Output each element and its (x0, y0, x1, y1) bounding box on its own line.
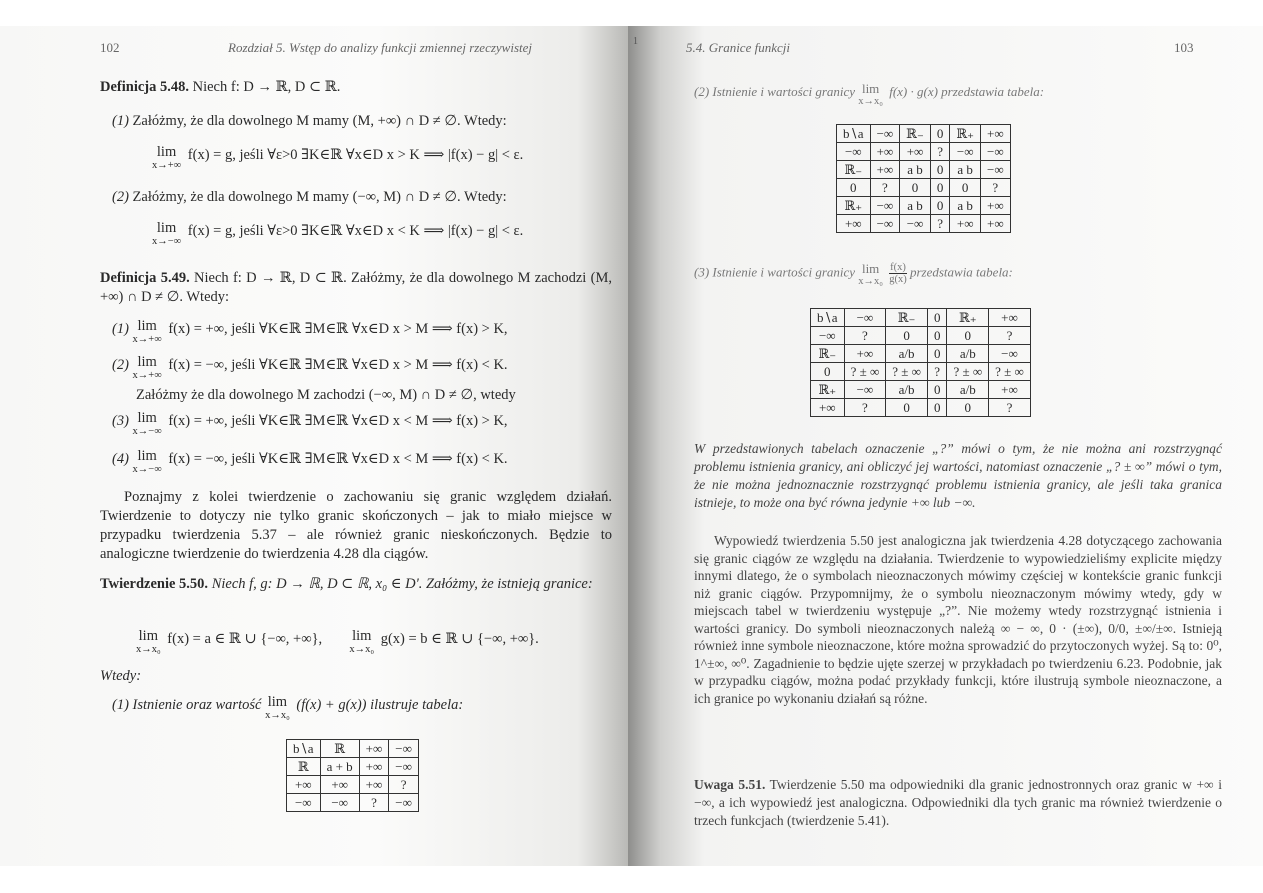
table-cell: ? ± ∞ (947, 363, 989, 381)
definition-5-49 (100, 269, 612, 307)
item-number: (4) (112, 451, 129, 467)
table-cell: a b (950, 197, 981, 215)
formula-body: g(x) = b ∈ ℝ ∪ {−∞, +∞}. (380, 631, 539, 647)
formula-body: f(x) = g, jeśli ∀ε>0 ∃K∈ℝ ∀x∈D x > K ⟹ |f(x) − g| < ε. (187, 147, 524, 163)
theorem-item-1 (112, 696, 463, 722)
table-cell: ? (989, 399, 1031, 417)
lim-subscript: x→x₀ (858, 96, 883, 107)
table-cell: +∞ (359, 758, 389, 776)
item-text: Załóżmy, że dla dowolnego M mamy (−∞, M) ∩ D ≠ ∅. Wtedy: (132, 189, 507, 205)
table-cell: a/b (947, 345, 989, 363)
item-number: (2) (112, 357, 129, 373)
table-cell: 0 (947, 399, 989, 417)
item-text: przedstawia tabela: (909, 264, 1013, 280)
lim-symbol: lim (267, 694, 288, 710)
table-row (811, 363, 1031, 381)
table-cell: −∞ (844, 381, 886, 399)
table-cell: a/b (886, 345, 928, 363)
table-header-cell: −∞ (389, 740, 419, 758)
table-row (837, 215, 1011, 233)
right-page (628, 26, 1263, 866)
table-header-cell: ℝ₊ (947, 309, 989, 327)
definition-title: Definicja 5.49. (100, 270, 190, 286)
item-number: (1) (112, 697, 129, 713)
item-text: Istnienie i wartości granicy (712, 264, 856, 280)
table-cell: ? (359, 794, 389, 812)
table-row (837, 143, 1011, 161)
lim-symbol: lim (138, 628, 158, 644)
definition-title: Definicja 5.48. (100, 79, 189, 95)
table-cell: +∞ (811, 399, 845, 417)
table-header-cell: +∞ (359, 740, 389, 758)
table-cell: −∞ (900, 215, 931, 233)
product-limit-table (836, 124, 1011, 233)
item-number: (1) (112, 113, 129, 129)
lim-subscript: x→−∞ (152, 236, 182, 247)
table-header-cell: +∞ (989, 309, 1031, 327)
table-cell: 0 (947, 327, 989, 345)
table-cell: −∞ (811, 327, 845, 345)
definition-intro: Niech f: D → ℝ, D ⊂ ℝ. Załóżmy, że dla dowolnego M zachodzi (M, +∞) ∩ D ≠ ∅. Wtedy: (100, 270, 612, 305)
table-cell: −∞ (989, 345, 1031, 363)
table-cell: 0 (927, 399, 947, 417)
table-cell: 0 (900, 179, 931, 197)
item-text: Istnienie i wartości granicy (712, 84, 856, 99)
fraction-numerator: f(x) (890, 262, 906, 273)
table-cell: +∞ (844, 345, 886, 363)
table-header-cell: b∖a (811, 309, 845, 327)
table-cell: ℝ₊ (811, 381, 845, 399)
table-cell: −∞ (950, 143, 981, 161)
table-cell: −∞ (981, 161, 1011, 179)
page-number-left: 102 (100, 40, 120, 55)
item-number: (1) (112, 321, 129, 337)
lim-symbol: lim (861, 261, 880, 276)
gutter-mark: 1 (633, 36, 638, 47)
remark-text: Twierdzenie 5.50 ma odpowiedniki dla granic jednostronnych oraz granic w +∞ i −∞, a ich wypowiedź jest analogiczna. Odpowiedniki dla tych granic ma również twierdzenie o trzech funkcjach (twierdzenie 5.41). (694, 777, 1222, 828)
def549-item-2 (112, 356, 508, 382)
table-cell: a b (950, 161, 981, 179)
table-cell: −∞ (981, 143, 1011, 161)
formula-body: f(x) = g, jeśli ∀ε>0 ∃K∈ℝ ∀x∈D x < K ⟹ |f(x) − g| < ε. (187, 223, 524, 239)
table-cell: 0 (930, 161, 950, 179)
table-row (837, 179, 1011, 197)
page-number-right: 103 (1174, 40, 1194, 55)
table-header-cell: +∞ (981, 125, 1011, 143)
table-cell: ? (930, 215, 950, 233)
definition-intro: Niech f: D → ℝ, D ⊂ ℝ. (192, 79, 341, 95)
lim-subscript: x→+∞ (132, 334, 162, 345)
theorem-intro: Niech f, g: D → ℝ, D ⊂ ℝ, x₀ ∈ Dʹ. Załóżmy, że istnieją granice: (211, 576, 593, 592)
lim-subscript: x→x₀ (265, 710, 290, 721)
lim-symbol: lim (137, 354, 157, 370)
theorem-title: Twierdzenie 5.50. (100, 576, 209, 592)
table-cell: −∞ (870, 197, 900, 215)
table-row (811, 345, 1031, 363)
lim-subscript: x→+∞ (152, 160, 182, 171)
item-number: (2) (112, 189, 129, 205)
item-text: (f(x) + g(x)) ilustruje tabela: (296, 697, 464, 713)
table-row (811, 399, 1031, 417)
table-row (811, 381, 1031, 399)
table-cell: a b (900, 197, 931, 215)
table-cell: ℝ₊ (837, 197, 871, 215)
left-page (0, 26, 628, 866)
item-number: (3) (112, 413, 129, 429)
table-header-cell: b∖a (287, 740, 321, 758)
table-cell: −∞ (870, 215, 900, 233)
table-row (287, 794, 419, 812)
def549-item-1 (112, 320, 508, 346)
remark-5-51 (694, 776, 1222, 830)
table-cell: 0 (930, 179, 950, 197)
def548-formula-2 (152, 222, 523, 248)
lim-subscript: x→−∞ (132, 464, 162, 475)
table-cell: +∞ (900, 143, 931, 161)
table-row (811, 309, 1031, 327)
formula-body: f(x) = +∞, jeśli ∀K∈ℝ ∃M∈ℝ ∀x∈D x < M ⟹ f(x) > K, (168, 413, 508, 429)
table-header-cell: 0 (930, 125, 950, 143)
table-cell: −∞ (837, 143, 871, 161)
def549-item-4 (112, 450, 508, 476)
item-number: (3) (694, 264, 710, 280)
formula-body: f(x) = a ∈ ℝ ∪ {−∞, +∞}, (167, 631, 323, 647)
table-cell: +∞ (870, 161, 900, 179)
table-cell: ? (870, 179, 900, 197)
running-head-left: Rozdział 5. Wstęp do analizy funkcji zmiennej rzeczywistej (228, 40, 533, 55)
table-row (287, 740, 419, 758)
lim-symbol: lim (137, 318, 157, 334)
fraction-denominator: g(x) (889, 274, 907, 285)
table-cell: ? (844, 327, 886, 345)
table-cell: 0 (886, 327, 928, 345)
table-header-cell: ℝ₊ (950, 125, 981, 143)
formula-body: f(x) = −∞, jeśli ∀K∈ℝ ∃M∈ℝ ∀x∈D x < M ⟹ f(x) < K. (168, 451, 508, 467)
table-cell: 0 (930, 197, 950, 215)
table-cell: ? ± ∞ (886, 363, 928, 381)
lim-symbol: lim (352, 628, 372, 644)
table-cell: ℝ (287, 758, 321, 776)
lim-symbol: lim (861, 81, 880, 96)
theorem-item-3 (694, 262, 1013, 288)
table-cell: ? (389, 776, 419, 794)
running-head-right: 5.4. Granice funkcji (686, 40, 790, 55)
table-cell: ℝ₋ (811, 345, 845, 363)
formula-body: f(x) = −∞, jeśli ∀K∈ℝ ∃M∈ℝ ∀x∈D x > M ⟹ f(x) < K. (168, 357, 508, 373)
table-cell: +∞ (837, 215, 871, 233)
def549-middle-text: Załóżmy że dla dowolnego M zachodzi (−∞, M) ∩ D ≠ ∅, wtedy (136, 387, 516, 403)
table-cell: −∞ (389, 794, 419, 812)
table-cell: 0 (837, 179, 871, 197)
def548-item-1 (112, 112, 507, 131)
wtedy-label: Wtedy: (100, 668, 142, 684)
table-row (837, 197, 1011, 215)
table-cell: a + b (320, 758, 359, 776)
discussion-paragraph: Wypowiedź twierdzenia 5.50 jest analogiczna jak twierdzenia 4.28 dotyczącego zachowania się granic ciągów ze względu na działania. Twierdzenie to wypowiedzieliśmy explicite między innymi dlatego, że o symbolach nieoznaczonych mówimy częściej w kontekście granic funkcji niż granic ciągów. Przypomnijmy, że o symbolu nieoznaczonym mówimy wtedy, gdy w miejscach tabel w twierdzeniu występuje „?”. Nie możemy wtedy rozstrzygnąć istnienia i wartości granicy. Do symboli nieoznaczonych należą ∞ − ∞, 0 · (±∞), 0/0, ±∞/±∞. Istnieją również inne symbole nieoznaczone, które można sprowadzić do przytoczonych wyżej. Są to: 0⁰, 1^±∞, ∞⁰. Zagadnienie to będzie ujęte szerzej w przykładach po twierdzeniu 6.23. Podobnie, jak w przypadku ciągów, można podać przykłady funkcji, które ilustrują symbole nieoznaczone, a ich granice po wykonaniu działań są różne. (694, 533, 1222, 706)
table-header-cell: ℝ₋ (886, 309, 928, 327)
table-cell: +∞ (359, 776, 389, 794)
table-cell: a b (900, 161, 931, 179)
quotient-limit-table (810, 308, 1031, 417)
table-header-cell: −∞ (844, 309, 886, 327)
table-row (837, 161, 1011, 179)
table-cell: +∞ (950, 215, 981, 233)
lim-subscript: x→x₀ (349, 644, 375, 655)
table-cell: +∞ (287, 776, 321, 794)
table-cell: ? (927, 363, 947, 381)
table-cell: 0 (950, 179, 981, 197)
tables-note: W przedstawionych tabelach oznaczenie „?” mówi o tym, że nie można ani rozstrzygnąć problemu istnienia granicy, ani obliczyć jej wartości, natomiast oznaczenie „? ± ∞” mówi o tym, że nie można jednoznacznie rozstrzygnąć problemu istnienia granicy, ale jeśli taka granica istnieje, to może ona być równa jedynie +∞ lub −∞. (694, 441, 1222, 510)
item-text: Istnienie oraz wartość (132, 697, 262, 713)
table-cell: +∞ (989, 381, 1031, 399)
remark-title: Uwaga 5.51. (694, 777, 766, 792)
table-cell: +∞ (981, 197, 1011, 215)
lim-subscript: x→−∞ (132, 426, 162, 437)
table-row (811, 327, 1031, 345)
lim-subscript: x→x₀ (858, 276, 883, 287)
table-header-cell: ℝ₋ (900, 125, 931, 143)
table-header-cell: 0 (927, 309, 947, 327)
table-cell: 0 (927, 381, 947, 399)
table-header-cell: −∞ (870, 125, 900, 143)
table-header-cell: b∖a (837, 125, 871, 143)
table-cell: a/b (947, 381, 989, 399)
lim-symbol: lim (156, 220, 177, 236)
lim-subscript: x→+∞ (132, 370, 162, 381)
def548-item-2 (112, 188, 507, 207)
definition-5-48 (100, 78, 340, 97)
table-cell: ? (989, 327, 1031, 345)
theorem-5-50 (100, 575, 612, 594)
table-cell: −∞ (389, 758, 419, 776)
table-cell: 0 (927, 345, 947, 363)
table-cell: 0 (927, 327, 947, 345)
theorem-limits (136, 630, 539, 656)
table-cell: 0 (811, 363, 845, 381)
table-cell: ? (930, 143, 950, 161)
table-cell: a/b (886, 381, 928, 399)
body-paragraph: Poznajmy z kolei twierdzenie o zachowaniu się granic względem działań. Twierdzenie to dotyczy nie tylko granic skończonych – jak to miało miejsce w przypadku twierdzenia 5.37 – ale również granic nieskończonych. Będzie to analogiczne twierdzenie do twierdzenia 4.28 dla ciągów. (100, 489, 612, 562)
table-cell: ? (844, 399, 886, 417)
table-header-cell: ℝ (320, 740, 359, 758)
table-row (287, 758, 419, 776)
table-cell: 0 (886, 399, 928, 417)
item-text: f(x) · g(x) przedstawia tabela: (889, 84, 1045, 99)
table-cell: +∞ (981, 215, 1011, 233)
lim-symbol: lim (137, 410, 157, 426)
lim-subscript: x→x₀ (136, 644, 161, 655)
lim-symbol: lim (137, 448, 157, 464)
table-row (287, 776, 419, 794)
theorem-item-2 (694, 82, 1044, 108)
formula-body: f(x) = +∞, jeśli ∀K∈ℝ ∃M∈ℝ ∀x∈D x > M ⟹ f(x) > K, (168, 321, 508, 337)
table-cell: ? ± ∞ (989, 363, 1031, 381)
table-cell: +∞ (320, 776, 359, 794)
table-cell: ? ± ∞ (844, 363, 886, 381)
table-cell: +∞ (870, 143, 900, 161)
table-cell: ℝ₋ (837, 161, 871, 179)
def548-formula-1 (152, 146, 523, 172)
table-cell: −∞ (287, 794, 321, 812)
table-cell: ? (981, 179, 1011, 197)
def549-item-3 (112, 412, 508, 438)
table-cell: −∞ (320, 794, 359, 812)
item-number: (2) (694, 84, 710, 99)
sum-limit-table (286, 739, 419, 812)
table-row (837, 125, 1011, 143)
item-text: Załóżmy, że dla dowolnego M mamy (M, +∞) ∩ D ≠ ∅. Wtedy: (132, 113, 507, 129)
lim-symbol: lim (156, 144, 177, 160)
